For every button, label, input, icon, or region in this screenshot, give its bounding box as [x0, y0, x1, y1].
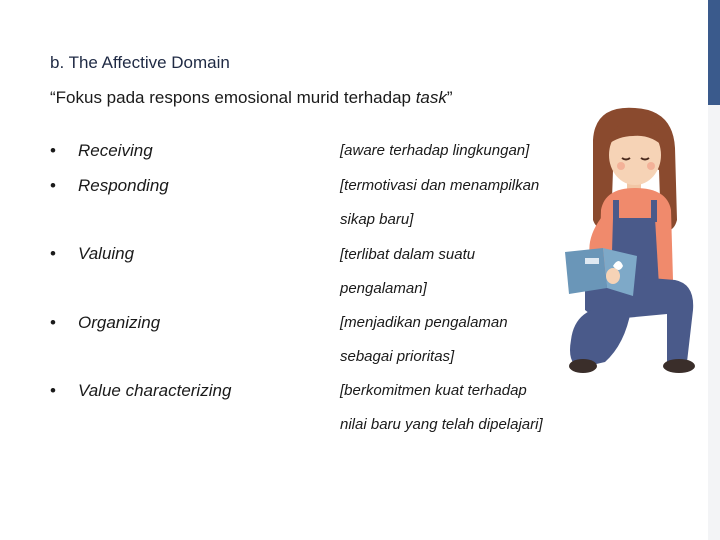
item-label: Responding — [78, 176, 169, 195]
item-label: Receiving — [78, 141, 153, 160]
subtitle — [50, 88, 453, 108]
subtitle-italic: task — [415, 88, 447, 107]
description-line: [termotivasi dan menampilkan — [340, 177, 540, 194]
item-description — [340, 134, 529, 168]
item-description — [340, 169, 539, 237]
list-item-responding — [50, 176, 169, 196]
subtitle-prefix: “Fokus pada respons emosional murid terhadap — [50, 88, 416, 107]
bullet: • — [50, 381, 56, 400]
item-description — [340, 374, 543, 442]
item-description — [340, 306, 508, 374]
description-line: [terlibat dalam suatu — [340, 246, 476, 263]
description-line: sikap baru] — [340, 211, 414, 228]
girl-reading-book-illustration — [555, 100, 705, 390]
item-label: Valuing — [78, 244, 135, 263]
description-line: pengalaman] — [340, 280, 427, 297]
description-line: [aware terhadap lingkungan] — [340, 142, 530, 159]
section-title: b. The Affective Domain — [50, 53, 230, 72]
list-item-organizing — [50, 313, 160, 333]
list-item-valuing — [50, 244, 134, 264]
list-item-receiving — [50, 141, 153, 161]
description-line: [berkomitmen kuat terhadap — [340, 382, 527, 399]
item-label: Value characterizing — [78, 381, 232, 400]
item-description — [340, 238, 475, 306]
bullet: • — [50, 313, 56, 332]
description-line: sebagai prioritas] — [340, 348, 455, 365]
item-label: Organizing — [78, 313, 161, 332]
list-item-value-characterizing — [50, 381, 231, 401]
description-line: [menjadikan pengalaman — [340, 314, 508, 331]
bullet: • — [50, 176, 56, 195]
subtitle-suffix: ” — [446, 88, 453, 107]
accent-bar — [708, 0, 720, 105]
bullet: • — [50, 244, 56, 263]
description-line: nilai baru yang telah dipelajari] — [340, 416, 543, 433]
bullet: • — [50, 141, 56, 160]
accent-bar-light — [708, 105, 720, 540]
